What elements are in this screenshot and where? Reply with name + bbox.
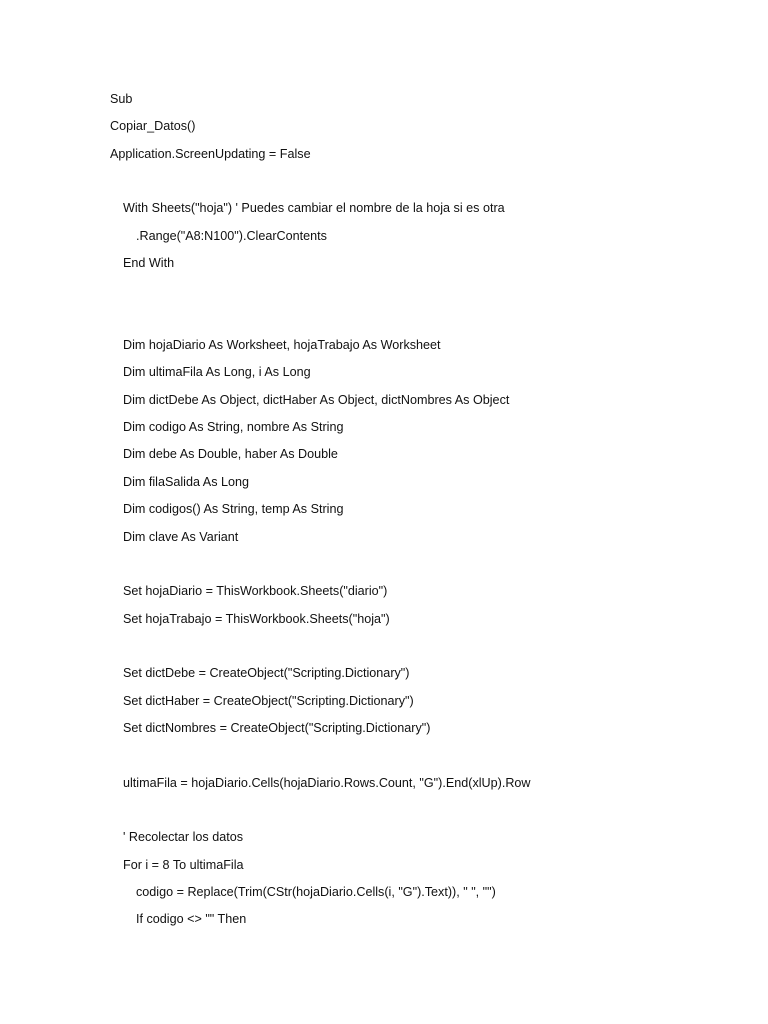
- code-line: Dim debe As Double, haber As Double: [123, 447, 338, 462]
- code-line: ' Recolectar los datos: [123, 830, 244, 845]
- code-line: End With: [123, 256, 175, 271]
- code-line: Copiar_Datos(): [110, 119, 196, 134]
- code-line: [110, 797, 730, 824]
- code-line: Sub: [110, 92, 133, 106]
- code-line: Dim codigo As String, nombre As String: [123, 420, 344, 435]
- code-line: Set hojaDiario = ThisWorkbook.Sheets("diario"): [123, 584, 388, 599]
- vba-code-listing: [110, 86, 730, 934]
- code-line: [110, 277, 730, 304]
- code-line: ultimaFila = hojaDiario.Cells(hojaDiario.Rows.Count, "G").End(xlUp).Row: [123, 775, 531, 790]
- code-line: .Range("A8:N100").ClearContents: [136, 228, 327, 243]
- code-line: Application.ScreenUpdating = False: [110, 146, 311, 161]
- code-line: Set hojaTrabajo = ThisWorkbook.Sheets("hoja"): [123, 611, 390, 626]
- code-line: Dim ultimaFila As Long, i As Long: [123, 365, 311, 380]
- code-line: If codigo <> "" Then: [136, 912, 247, 927]
- code-line: Dim clave As Variant: [123, 529, 239, 544]
- code-line: Set dictDebe = CreateObject("Scripting.Dictionary"): [123, 666, 410, 681]
- code-line: [110, 633, 730, 660]
- code-line: [110, 551, 730, 578]
- code-line: [110, 742, 730, 769]
- code-line: Set dictHaber = CreateObject("Scripting.Dictionary"): [123, 693, 414, 708]
- code-line: Set dictNombres = CreateObject("Scripting.Dictionary"): [123, 720, 431, 735]
- code-line: With Sheets("hoja") ' Puedes cambiar el nombre de la hoja si es otra: [123, 201, 505, 216]
- code-line: Dim codigos() As String, temp As String: [123, 502, 344, 517]
- code-line: Dim dictDebe As Object, dictHaber As Object, dictNombres As Object: [123, 392, 510, 407]
- code-line: For i = 8 To ultimaFila: [123, 857, 244, 872]
- code-line: Dim filaSalida As Long: [123, 474, 250, 489]
- code-line: codigo = Replace(Trim(CStr(hojaDiario.Cells(i, "G").Text)), " ", ""): [136, 884, 496, 899]
- code-line: [110, 305, 730, 332]
- code-line: [110, 168, 730, 195]
- code-line: Dim hojaDiario As Worksheet, hojaTrabajo As Worksheet: [123, 338, 441, 353]
